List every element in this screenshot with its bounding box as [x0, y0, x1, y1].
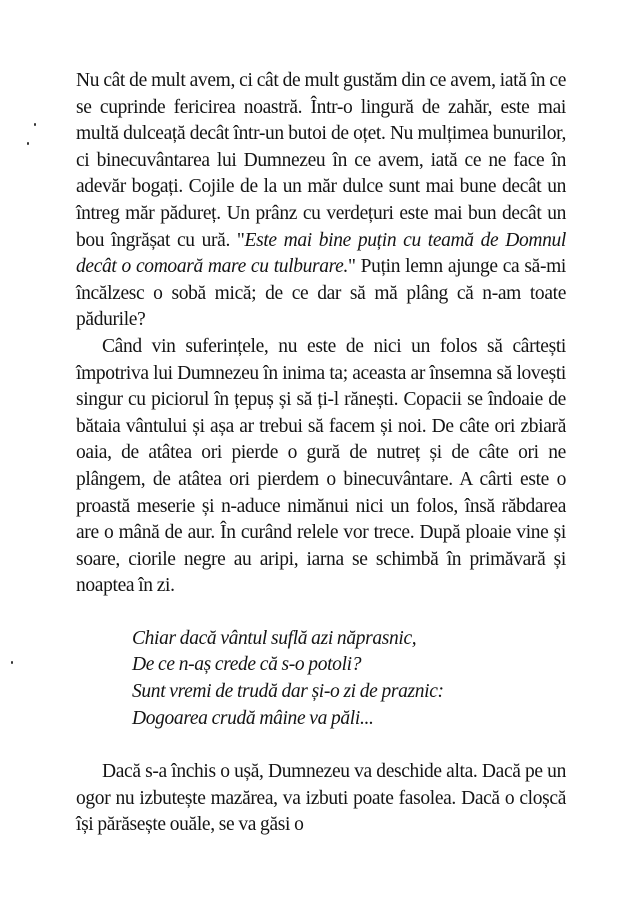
poem-line-4: Dogoarea crudă mâine va păli... [132, 707, 374, 729]
scan-speck [27, 142, 29, 145]
paragraph-2: Când vin suferințele, nu este de nici un folos să cârtești împotriva lui Dumnezeu în inima ta; aceasta ar însemna să lovești singur cu piciorul în țepuș și să ți-l rănești. Copacii se îndoaie de bătaia vântului și așa ar trebui să facem și noi. De câte ori zbiară oaia, de atâtea ori pierde o gură de nutreț și de câte ori ne plângem, de atâtea ori pierdem o binecuvântare. A cârti este o proastă meserie și n-aduce nimănui nici un folos, însă răbdarea are o mână de aur. În curând relele vor trece. După ploaie vine și soare, ciorile negre au aripi, iarna se schimbă în primăvară și noaptea în zi. [76, 335, 566, 597]
poem-line-2: De ce n-aș crede că s-o potoli? [132, 654, 362, 676]
scan-speck [34, 123, 36, 126]
poem-stanza [132, 626, 566, 732]
paragraph-3: Dacă s-a închis o ușă, Dumnezeu va deschide alta. Dacă pe un ogor nu izbutește mazărea, va izbuti poate fasolea. Dacă o cloșcă își părăsește ouăle, se va găsi o [76, 761, 566, 836]
paragraph-1-text-start: Nu cât de mult avem, ci cât de mult gustăm din ce avem, iată în ce se cuprinde fericirea noastră. Într-o lingură de zahăr, este mai multă dulceață decât într-un butoi de oțet. Nu mulțimea bunurilor, ci binecuvântarea lui Dumnezeu în ce avem, iată ce ne face în adevăr bogați. Cojile de la un măr dulce sunt mai bune decât un întreg măr pădureț. Un prânz cu verdețuri este mai bun decât un bou îngrășat cu ură. " [76, 70, 566, 251]
document-page [76, 68, 566, 839]
scan-speck [11, 661, 13, 664]
paragraph-1-text-end: " Puțin lemn ajunge ca să-mi încălzesc o sobă mică; de ce dar să mă plâng că n-am toate pădurile? [76, 256, 566, 331]
scripture-quote: Este mai bine puțin cu teamă de Domnul decât o comoară mare cu tulburare. [76, 229, 566, 278]
paragraph-1 [76, 68, 566, 334]
poem-line-3: Sunt vremi de trudă dar și-o zi de praznic: [132, 681, 444, 703]
poem-line-1: Chiar dacă vântul suflă azi năprasnic, [132, 627, 417, 649]
